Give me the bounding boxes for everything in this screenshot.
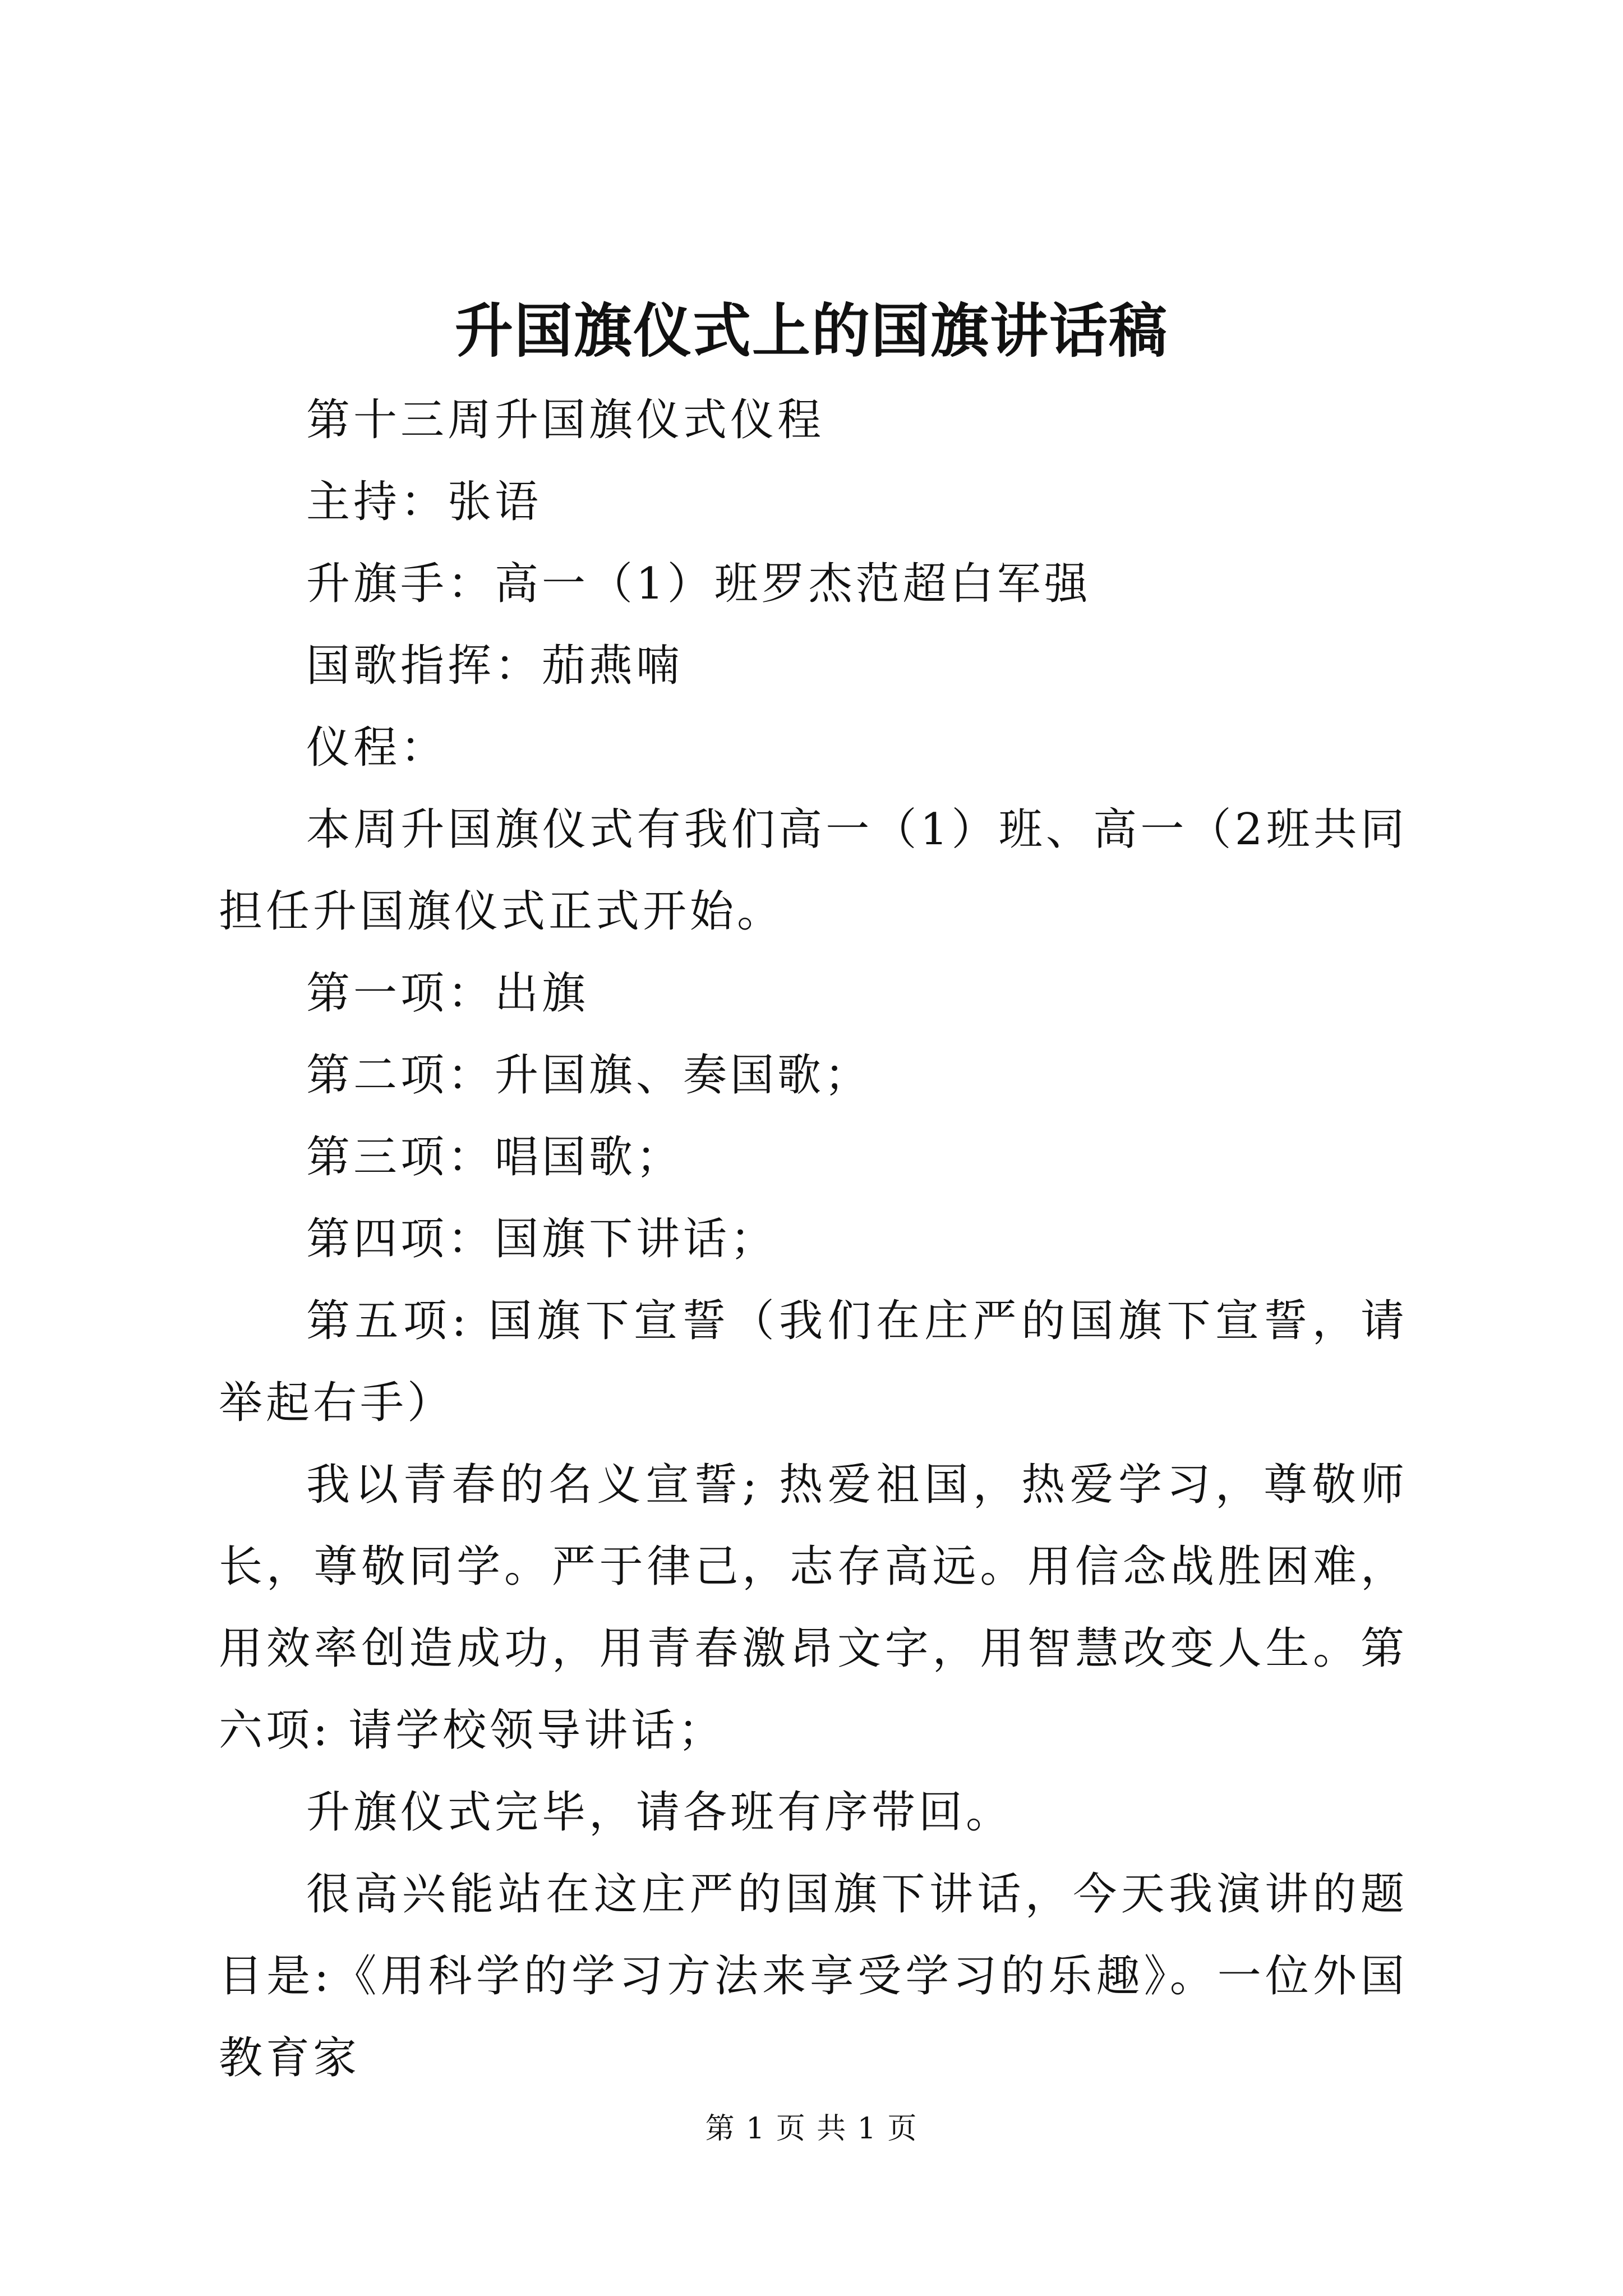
document-title: 升国旗仪式上的国旗讲话稿 bbox=[454, 296, 1168, 365]
paragraph: 第四项：国旗下讲话； bbox=[306, 1214, 778, 1264]
paragraph: 第十三周升国旗仪式仪程 bbox=[306, 395, 825, 445]
page-footer: 第 1 页 共 1 页 bbox=[705, 2112, 918, 2146]
paragraph: 升旗手：高一（1）班罗杰范超白军强 bbox=[306, 559, 1091, 609]
paragraph: 升旗仪式完毕，请各班有序带回。 bbox=[306, 1787, 1013, 1838]
paragraph: 第一项：出旗 bbox=[306, 968, 589, 1019]
paragraph: 很高兴能站在这庄严的国旗下讲话，今天我演讲的题目是:《用科学的学习方法来享受学习的乐趣》。一位外国教育家 bbox=[219, 1869, 1408, 2083]
paragraph: 我以青春的名义宣誓; 热爱祖国，热爱学习，尊敬师长，尊敬同学。严于律己，志存高远。用信念战胜困难，用效率创造成功，用青春激昂文字，用智慧改变人生。第六项: 请学校领导讲话； bbox=[219, 1460, 1408, 1756]
document-body bbox=[219, 379, 1408, 2099]
paragraph: 第二项：升国旗、奏国歌； bbox=[306, 1050, 872, 1101]
paragraph: 国歌指挥：茄燕喃 bbox=[306, 641, 684, 691]
paragraph: 本周升国旗仪式有我们高一（1）班、高一（2班共同担任升国旗仪式正式开始。 bbox=[219, 804, 1408, 937]
paragraph: 第三项：唱国歌； bbox=[306, 1132, 684, 1182]
paragraph: 仪程： bbox=[306, 723, 448, 773]
paragraph: 第五项: 国旗下宣誓（我们在庄严的国旗下宣誓，请举起右手） bbox=[219, 1296, 1408, 1428]
paragraph: 主持：张语 bbox=[306, 477, 542, 527]
